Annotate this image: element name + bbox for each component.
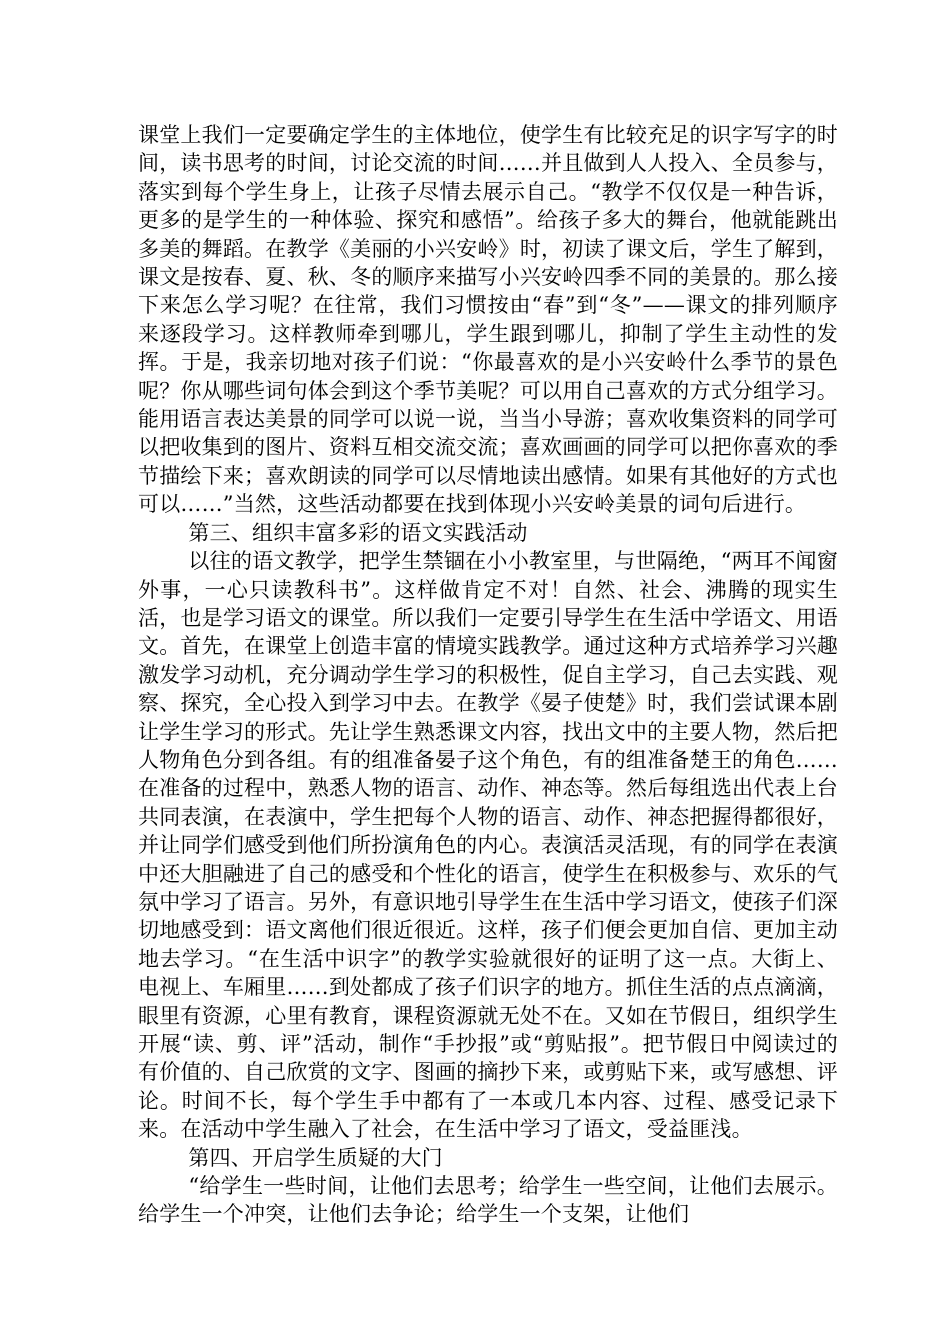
section-heading-four: 第四、开启学生质疑的大门 bbox=[188, 1145, 443, 1170]
document-body bbox=[138, 121, 838, 1229]
paragraph-student-subject: 课堂上我们一定要确定学生的主体地位，使学生有比较充足的识字写字的时间，读书思考的时间，讨论交流的时间……并且做到人人投入、全员参与，落实到每个学生身上，让孩子尽情去展示自己。“教学不仅仅是一种告诉，更多的是学生的一种体验、探究和感悟”。给孩子多大的舞台，他就能跳出多美的舞蹈。在教学《美丽的小兴安岭》时，初读了课文后，学生了解到，课文是按春、夏、秋、冬的顺序来描写小兴安岭四季不同的美景的。那么接下来怎么学习呢？在往常，我们习惯按由“春”到“冬”——课文的排列顺序来逐段学习。这样教师牵到哪儿，学生跟到哪儿，抑制了学生主动性的发挥。于是，我亲切地对孩子们说：“你最喜欢的是小兴安岭什么季节的景色呢？你从哪些词句体会到这个季节美呢？可以用自己喜欢的方式分组学习。能用语言表达美景的同学可以说一说，当当小导游；喜欢收集资料的同学可以把收集到的图片、资料互相交流交流；喜欢画画的同学可以把你喜欢的季节描绘下来；喜欢朗读的同学可以尽情地读出感情。如果有其他好的方式也可以……”当然，这些活动都要在找到体现小兴安岭美景的词句后进行。 bbox=[138, 123, 838, 517]
paragraph-practice-activities: 以往的语文教学，把学生禁锢在小小教室里，与世隔绝，“两耳不闻窗外事，一心只读教科书”。这样做肯定不对！自然、社会、沸腾的现实生活，也是学习语文的课堂。所以我们一定要引导学生在生活中学语文、用语文。首先，在课堂上创造丰富的情境实践教学。通过这种方式培养学习兴趣激发学习动机，充分调动学生学习的积极性，促自主学习，自己去实践、观察、探究，全心投入到学习中去。在教学《晏子使楚》时，我们尝试课本剧让学生学习的形式。先让学生熟悉课文内容，找出文中的主要人物，然后把人物角色分到各组。有的组准备晏子这个角色，有的组准备楚王的角色……在准备的过程中，熟悉人物的语言、动作、神态等。然后每组选出代表上台共同表演，在表演中，学生把每个人物的语言、动作、神态把握得都很好，并让同学们感受到他们所扮演角色的内心。表演活灵活现，有的同学在表演中还大胆融进了自己的感受和个性化的语言，使学生在积极参与、欢乐的气氛中学习了语言。另外，有意识地引导学生在生活中学习语文，使孩子们深切地感受到：语文离他们很近很近。这样，孩子们便会更加自信、更加主动地去学习。“在生活中识字”的教学实验就很好的证明了这一点。大街上、电视上、车厢里……到处都成了孩子们识字的地方。抓住生活的点点滴滴，眼里有资源，心里有教育，课程资源就无处不在。又如在节假日，组织学生开展“读、剪、评”活动，制作“手抄报”或“剪贴报”。把节假日中阅读过的有价值的、自己欣赏的文字、图画的摘抄下来，或剪贴下来，或写感想、评论。时间不长，每个学生手中都有了一本或几本内容、过程、感受记录下来。在活动中学生融入了社会，在生活中学习了语文，受益匪浅。 bbox=[138, 549, 838, 1142]
section-heading-three: 第三、组织丰富多彩的语文实践活动 bbox=[188, 520, 528, 545]
paragraph-questioning: “给学生一些时间，让他们去思考；给学生一些空间，让他们去展示。给学生一个冲突，让他们去争论；给学生一个支架，让他们 bbox=[138, 1174, 838, 1227]
